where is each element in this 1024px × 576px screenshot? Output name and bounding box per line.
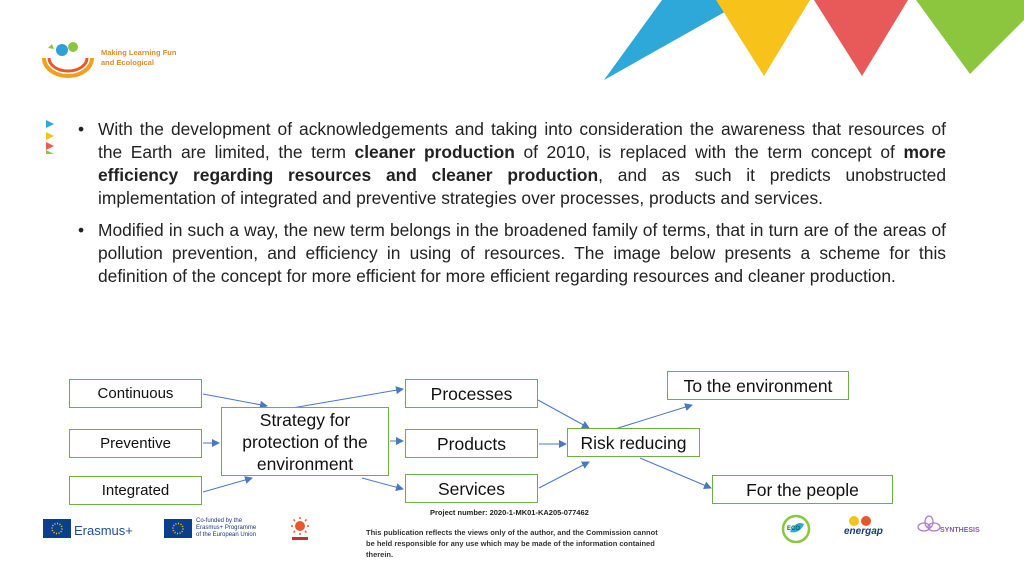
- arrow-integrated-strategy: [203, 478, 252, 492]
- decorative-triangles: [586, 0, 1024, 80]
- content-text: [78, 118, 946, 297]
- synthesis-flower-icon: [917, 515, 941, 537]
- box-to-environment: To the environment: [667, 371, 849, 400]
- arrow-processes-risk: [538, 400, 589, 428]
- partner-sun-logo-icon: [289, 516, 311, 542]
- eu-flag-cofunded-icon: [164, 519, 192, 538]
- eco-label: ECO: [787, 526, 801, 532]
- box-processes: Processes: [405, 379, 538, 408]
- bullet-2: • Modified in such a way, the new term belongs in the broadened family of terms, that in turn are of the areas of pollution prevention, and efficiency in using of resources. The image below presents a scheme for this definition of the concept for more efficient for more efficient regarding resources and cleaner production.: [78, 219, 946, 288]
- cofunded-label: Co-funded by the Erasmus+ Programme of the European Union: [196, 518, 257, 538]
- arrow-continuous-strategy: [203, 394, 267, 406]
- box-services: Services: [405, 474, 538, 503]
- energap-label: energap: [844, 526, 883, 537]
- erasmus-label: Erasmus+: [74, 523, 133, 538]
- project-logo: [40, 38, 96, 78]
- arrow-risk-environment: [615, 405, 692, 429]
- synthesis-label: SYNTHESIS: [940, 527, 980, 534]
- arrow-strategy-processes: [292, 389, 403, 408]
- box-strategy: Strategy for protection of the environment: [221, 407, 389, 476]
- disclaimer: This publication reflects the views only of the author, and the Commission cannot be held responsible for any use which may be made of the information contained therein.: [366, 528, 658, 559]
- side-marker-icon: [43, 120, 57, 154]
- project-number: Project number: 2020-1-MK01-KA205-077462: [430, 508, 589, 517]
- box-products: Products: [405, 429, 538, 458]
- box-for-people: For the people: [712, 475, 893, 504]
- eu-flag-icon: [43, 519, 71, 538]
- box-risk-reducing: Risk reducing: [567, 428, 700, 457]
- box-preventive: Preventive: [69, 429, 202, 458]
- box-continuous: Continuous: [69, 379, 202, 408]
- bullet-1: • With the development of acknowledgements and taking into consideration the awareness that resources of the Earth are limited, the term cleaner production of 2010, is replaced with the term concept of more efficiency regarding resources and cleaner production, and as such it predicts unobstructed implementation of integrated and preventive strategies over processes, products and services.: [78, 118, 946, 210]
- arrow-risk-people: [640, 458, 711, 488]
- arrow-strategy-services: [362, 478, 403, 489]
- arrow-services-risk: [539, 462, 589, 488]
- brand-line-2: and Ecological: [101, 58, 154, 67]
- box-integrated: Integrated: [69, 476, 202, 505]
- brand-line-1: Making Learning Fun: [101, 48, 177, 57]
